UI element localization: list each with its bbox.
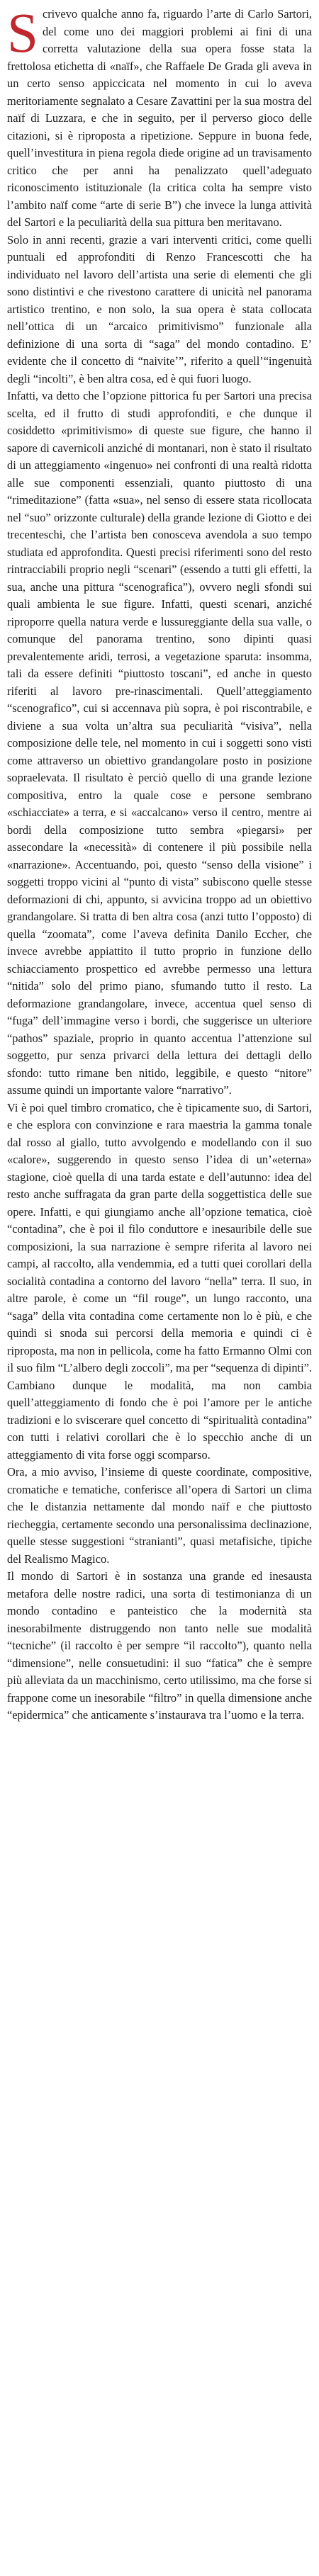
paragraph-1 xyxy=(7,3,312,232)
paragraph-5: Ora, a mio avviso, l’insieme di queste coordinate, compositive, cromatiche e tematiche, conferisce all’opera di Sartori un clima che le distanzia nettamente dal mondo naïf e che piuttosto riecheggia, certamente secondo una personalissima declinazione, quelle stesse suggestioni “stranianti”, quasi metafisiche, tipiche del Realismo Magico. xyxy=(7,1465,312,1566)
paragraph-4: Vi è poi quel timbro cromatico, che è tipicamente suo, di Sartori, e che esplora con convinzione e rara maestria la gamma tonale dal rosso al giallo, tutto avvolgendo e modellando con il suo «calore», suggerendo in questo senso l’idea di un’«eterna» stagione, cioè quella di una tarda estate e dell’autunno: idea del resto anche suffragata da gran parte della soggettistica delle sue opere. Infatti, e qui giungiamo anche all’opzione tematica, cioè “contadina”, che è poi il filo conduttore e inesauribile delle sue composizioni, la sua narrazione è sempre riferita al lavoro nei campi, al raccolto, alla vendemmia, ed a tutti quei corollari della socialità contadina a contorno del lavoro “nella” terra. Il suo, in altre parole, è come un “fil rouge”, un lungo racconto, una “saga” della vita contadina come certamente non lo è più, e che quindi si snoda sui percorsi della memoria e quindi ci è riproposta, ma non in pellicola, come ha fatto Ermanno Olmi con il suo film “L’albero degli zoccoli”, ma per “sequenza di dipinti”. Cambiano dunque le modalità, ma non cambia quell’atteggiamento di fondo che è poi l’amore per le antiche tradizioni e lo sviscerare quel concetto di “spiritualità contadina” con tutti i relativi corollari che è lo specchio anche di un atteggiamento di vita forse oggi scomparso. xyxy=(7,1100,312,1462)
paragraph-2: Solo in anni recenti, grazie a vari interventi critici, come quelli puntuali ed approfonditi di Renzo Francescotti che ha individuato nel lavoro dell’artista una serie di elementi che gli sono distintivi e che rivestono carattere di unicità nel panorama artistico trentino, e non solo, la sua opera è stata collocata nell’ottica di un “arcaico primitivismo” funzionale alla definizione di una sorta di “saga” del mondo contadino. E’ evidente che il concetto di “naiviteʼ”, riferito a quell’“ingenuità degli “incolti”, è ben altra cosa, ed è qui fuori luogo. xyxy=(7,232,312,385)
article-body xyxy=(7,3,312,1724)
drop-cap: S xyxy=(7,3,38,64)
paragraph-1-text: crivevo qualche anno fa, riguardo l’arte di Carlo Sartori, del come uno dei maggiori problemi ai fini di una corretta valutazione della sua opera fosse stata la frettolosa etichetta di «naïf», che Raffaele De Grada gli aveva in un certo senso appiccicata nel momento in cui lo aveva meritoriamente segnalato a Cesare Zavattini per la sua mostra del naïf di Luzzara, e che in seguito, per il perverso gioco delle citazioni, si è riproposta a ripetizione. Seppure in buona fede, quell’investitura in piena regola diede origine ad un travisamento critico che per anni ha penalizzato quell’adeguato riconoscimento istituzionale (la critica colta ha sempre visto l’ambito naïf come “arte di serie B”) che invece la lunga attività del Sartori e la peculiarità della sua pittura ben meritavano. xyxy=(7,7,312,229)
paragraph-3: Infatti, va detto che l’opzione pittorica fu per Sartori una precisa scelta, ed il frutto di studi approfonditi, e che dunque il cosiddetto «primitivismo» di queste sue figure, che hanno il sapore di cavernicoli anziché di montanari, non è stato il risultato di un atteggiamento «ingenuo» nei confronti di una realtà ridotta alle sue componenti essenziali, quanto piuttosto di una “rimeditazione” (fatta «sua», nel senso di essere stata ricollocata nel “suo” orizzonte culturale) della grande lezione di Giotto e dei trecenteschi, che l’artista ben conosceva avendola a suo tempo studiata ed approfondita. Questi precisi riferimenti sono del resto rintracciabili proprio negli “scenari” (essendo a tutti gli effetti, la sua, anche una pittura “scenografica”), ovvero negli sfondi sui quali ambienta le sue figure. Infatti, questi scenari, anziché riproporre quella natura verde e lussureggiante della sua valle, o comunque del panorama trentino, sono dipinti quasi prevalentemente aridi, terrosi, a vegetazione sparuta: insomma, tali da essere definiti “piuttosto toscani”, ed anche in questo riferiti al lavoro pre-rinascimentali. Quell’atteggiamento “scenografico”, cui si accennava più sopra, è poi riscontrabile, e diviene a sua volta un’altra sua peculiarità “visiva”, nella composizione delle tele, nel momento in cui i soggetti sono visti come attraverso un obiettivo grandangolare posto in posizione sopraelevata. Il risultato è perciò quello di una grande lezione compositiva, entro la quale cose e persone sembrano «schiacciate» a terra, e si «accalcano» verso il centro, mentre ai bordi della composizione tutto sembra «piegarsi» per assecondare la «necessità» di contenere il più possibile nella «narrazione». Accentuando, poi, questo “senso della visione” i soggetti troppo vicini al “punto di vista” subiscono quelle stesse deformazioni di chi, appunto, si avvicina troppo ad un obiettivo grandangolare. Si tratta di ben altra cosa (anzi tutto l’opposto) di quella “zoomata”, come l’aveva definita Danilo Eccher, che invece avrebbe appiattito il tutto proprio in funzione dello schiacciamento prospettico ed avrebbe permesso una lettura “nitida” solo del primo piano, sfumando tutto il resto. La deformazione grandangolare, invece, accentua quel senso di “fuga” dell’immagine verso i bordi, che suggerisce un ulteriore “pathos” spaziale, proprio in quanto accentua l’attenzione sul soggetto, pur senza privarci della lettura dei dettagli dello sfondo: tutto rimane ben nitido, leggibile, e questo “nitore” assume quindi un importante valore “narrativo”. xyxy=(7,389,312,1097)
paragraph-6: Il mondo di Sartori è in sostanza una grande ed inesausta metafora delle nostre radici, una sorta di testimonianza di un mondo contadino e panteistico che la modernità sta inesorabilmente distruggendo non tanto nelle sue modalità “tecniche” (il raccolto è per sempre “il raccolto”), quanto nella “dimensione”, nelle consuetudini: il suo “fatica” che è sempre più alleviata da un macchinismo, certo utilissimo, ma che forse si frappone come un inesorabile “filtro” in quella dimensione anche “epidermica” che anticamente s’instaurava tra l’uomo e la terra. xyxy=(7,1569,312,1722)
